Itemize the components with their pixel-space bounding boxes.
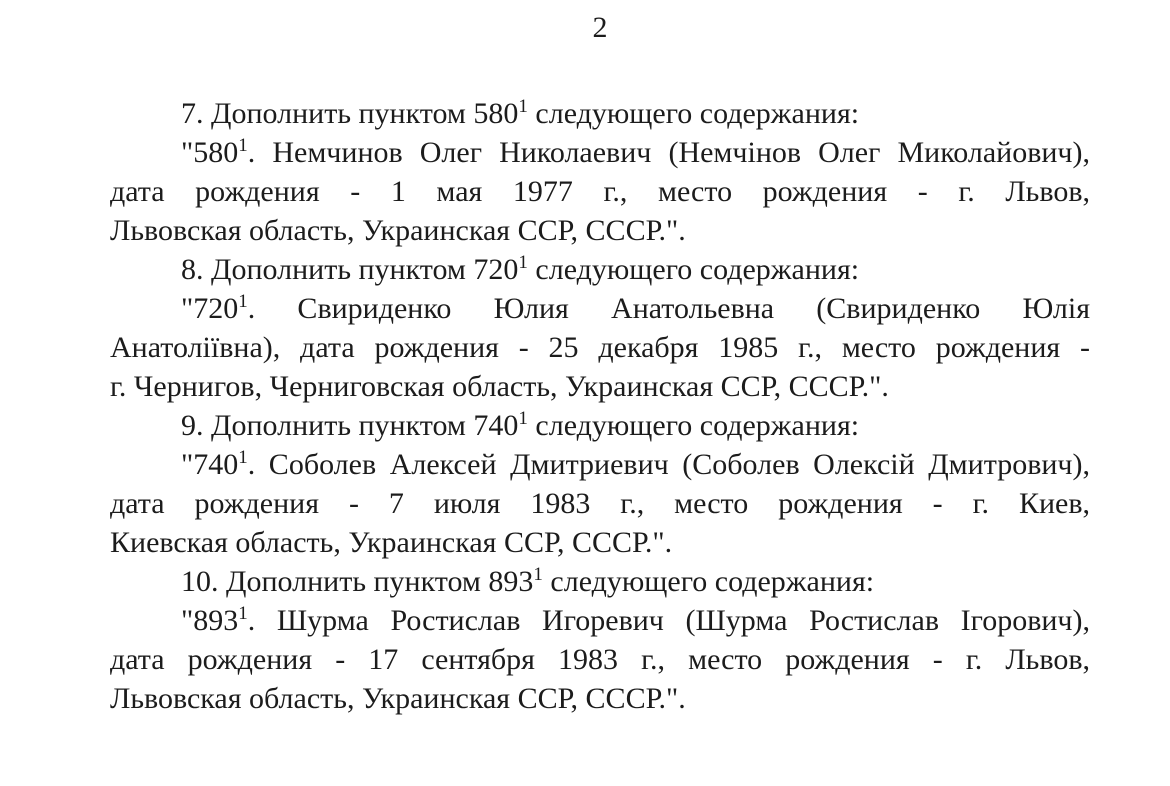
heading-text: 8. Дополнить пунктом 720	[181, 253, 519, 286]
entry-text: "580	[181, 136, 239, 169]
entry-line: г. Чернигов, Черниговская область, Украинская ССР, СССР.".	[110, 370, 889, 403]
entry-line: дата рождения - 7 июля 1983 г., место рождения - г. Киев,	[110, 487, 1090, 520]
superscript-index: 1	[238, 447, 248, 468]
entry-line: дата рождения - 1 мая 1977 г., место рождения - г. Львов,	[110, 175, 1090, 208]
superscript-index: 1	[238, 135, 248, 156]
entry-text: "893	[181, 604, 239, 637]
entry-line: Киевская область, Украинская ССР, СССР.".	[110, 526, 673, 559]
item-heading-line	[110, 562, 1090, 601]
item-heading-line	[110, 406, 1090, 445]
superscript-index: 1	[533, 564, 543, 585]
list-item-7	[110, 94, 1090, 250]
heading-text: следующего содержания:	[527, 97, 860, 130]
heading-text: 9. Дополнить пунктом 740	[181, 409, 519, 442]
heading-text: следующего содержания:	[542, 565, 875, 598]
superscript-index: 1	[238, 291, 248, 312]
list-item-9	[110, 406, 1090, 562]
entry-line	[110, 289, 1090, 328]
document-body	[110, 94, 1090, 718]
entry-line: Анатоліївна), дата рождения - 25 декабря 1985 г., место рождения -	[110, 331, 1090, 364]
entry-text: "740	[181, 448, 239, 481]
superscript-index: 1	[238, 603, 248, 624]
item-heading-line	[110, 94, 1090, 133]
entry-line	[110, 601, 1090, 640]
list-item-8	[110, 250, 1090, 406]
entry-line: Львовская область, Украинская ССР, СССР.".	[110, 214, 686, 247]
heading-text: 7. Дополнить пунктом 580	[181, 97, 519, 130]
superscript-index: 1	[518, 96, 528, 117]
entry-text: . Шурма Ростислав Игоревич (Шурма Ростислав Ігорович),	[247, 604, 1090, 637]
entry-line	[110, 133, 1090, 172]
page-number: 2	[592, 11, 608, 44]
entry-text: . Немчинов Олег Николаевич (Немчінов Олег Миколайович),	[247, 136, 1090, 169]
entry-line: дата рождения - 17 сентября 1983 г., место рождения - г. Львов,	[110, 643, 1090, 676]
superscript-index: 1	[518, 252, 528, 273]
entry-text: . Свириденко Юлия Анатольевна (Свириденко Юлія	[247, 292, 1090, 325]
heading-text: следующего содержания:	[527, 253, 860, 286]
list-item-10	[110, 562, 1090, 718]
heading-text: 10. Дополнить пунктом 893	[181, 565, 534, 598]
entry-line	[110, 445, 1090, 484]
item-heading-line	[110, 250, 1090, 289]
heading-text: следующего содержания:	[527, 409, 860, 442]
entry-line: Львовская область, Украинская ССР, СССР.".	[110, 682, 686, 715]
superscript-index: 1	[518, 408, 528, 429]
entry-text: . Соболев Алексей Дмитриевич (Соболев Олексій Дмитрович),	[247, 448, 1090, 481]
entry-text: "720	[181, 292, 239, 325]
